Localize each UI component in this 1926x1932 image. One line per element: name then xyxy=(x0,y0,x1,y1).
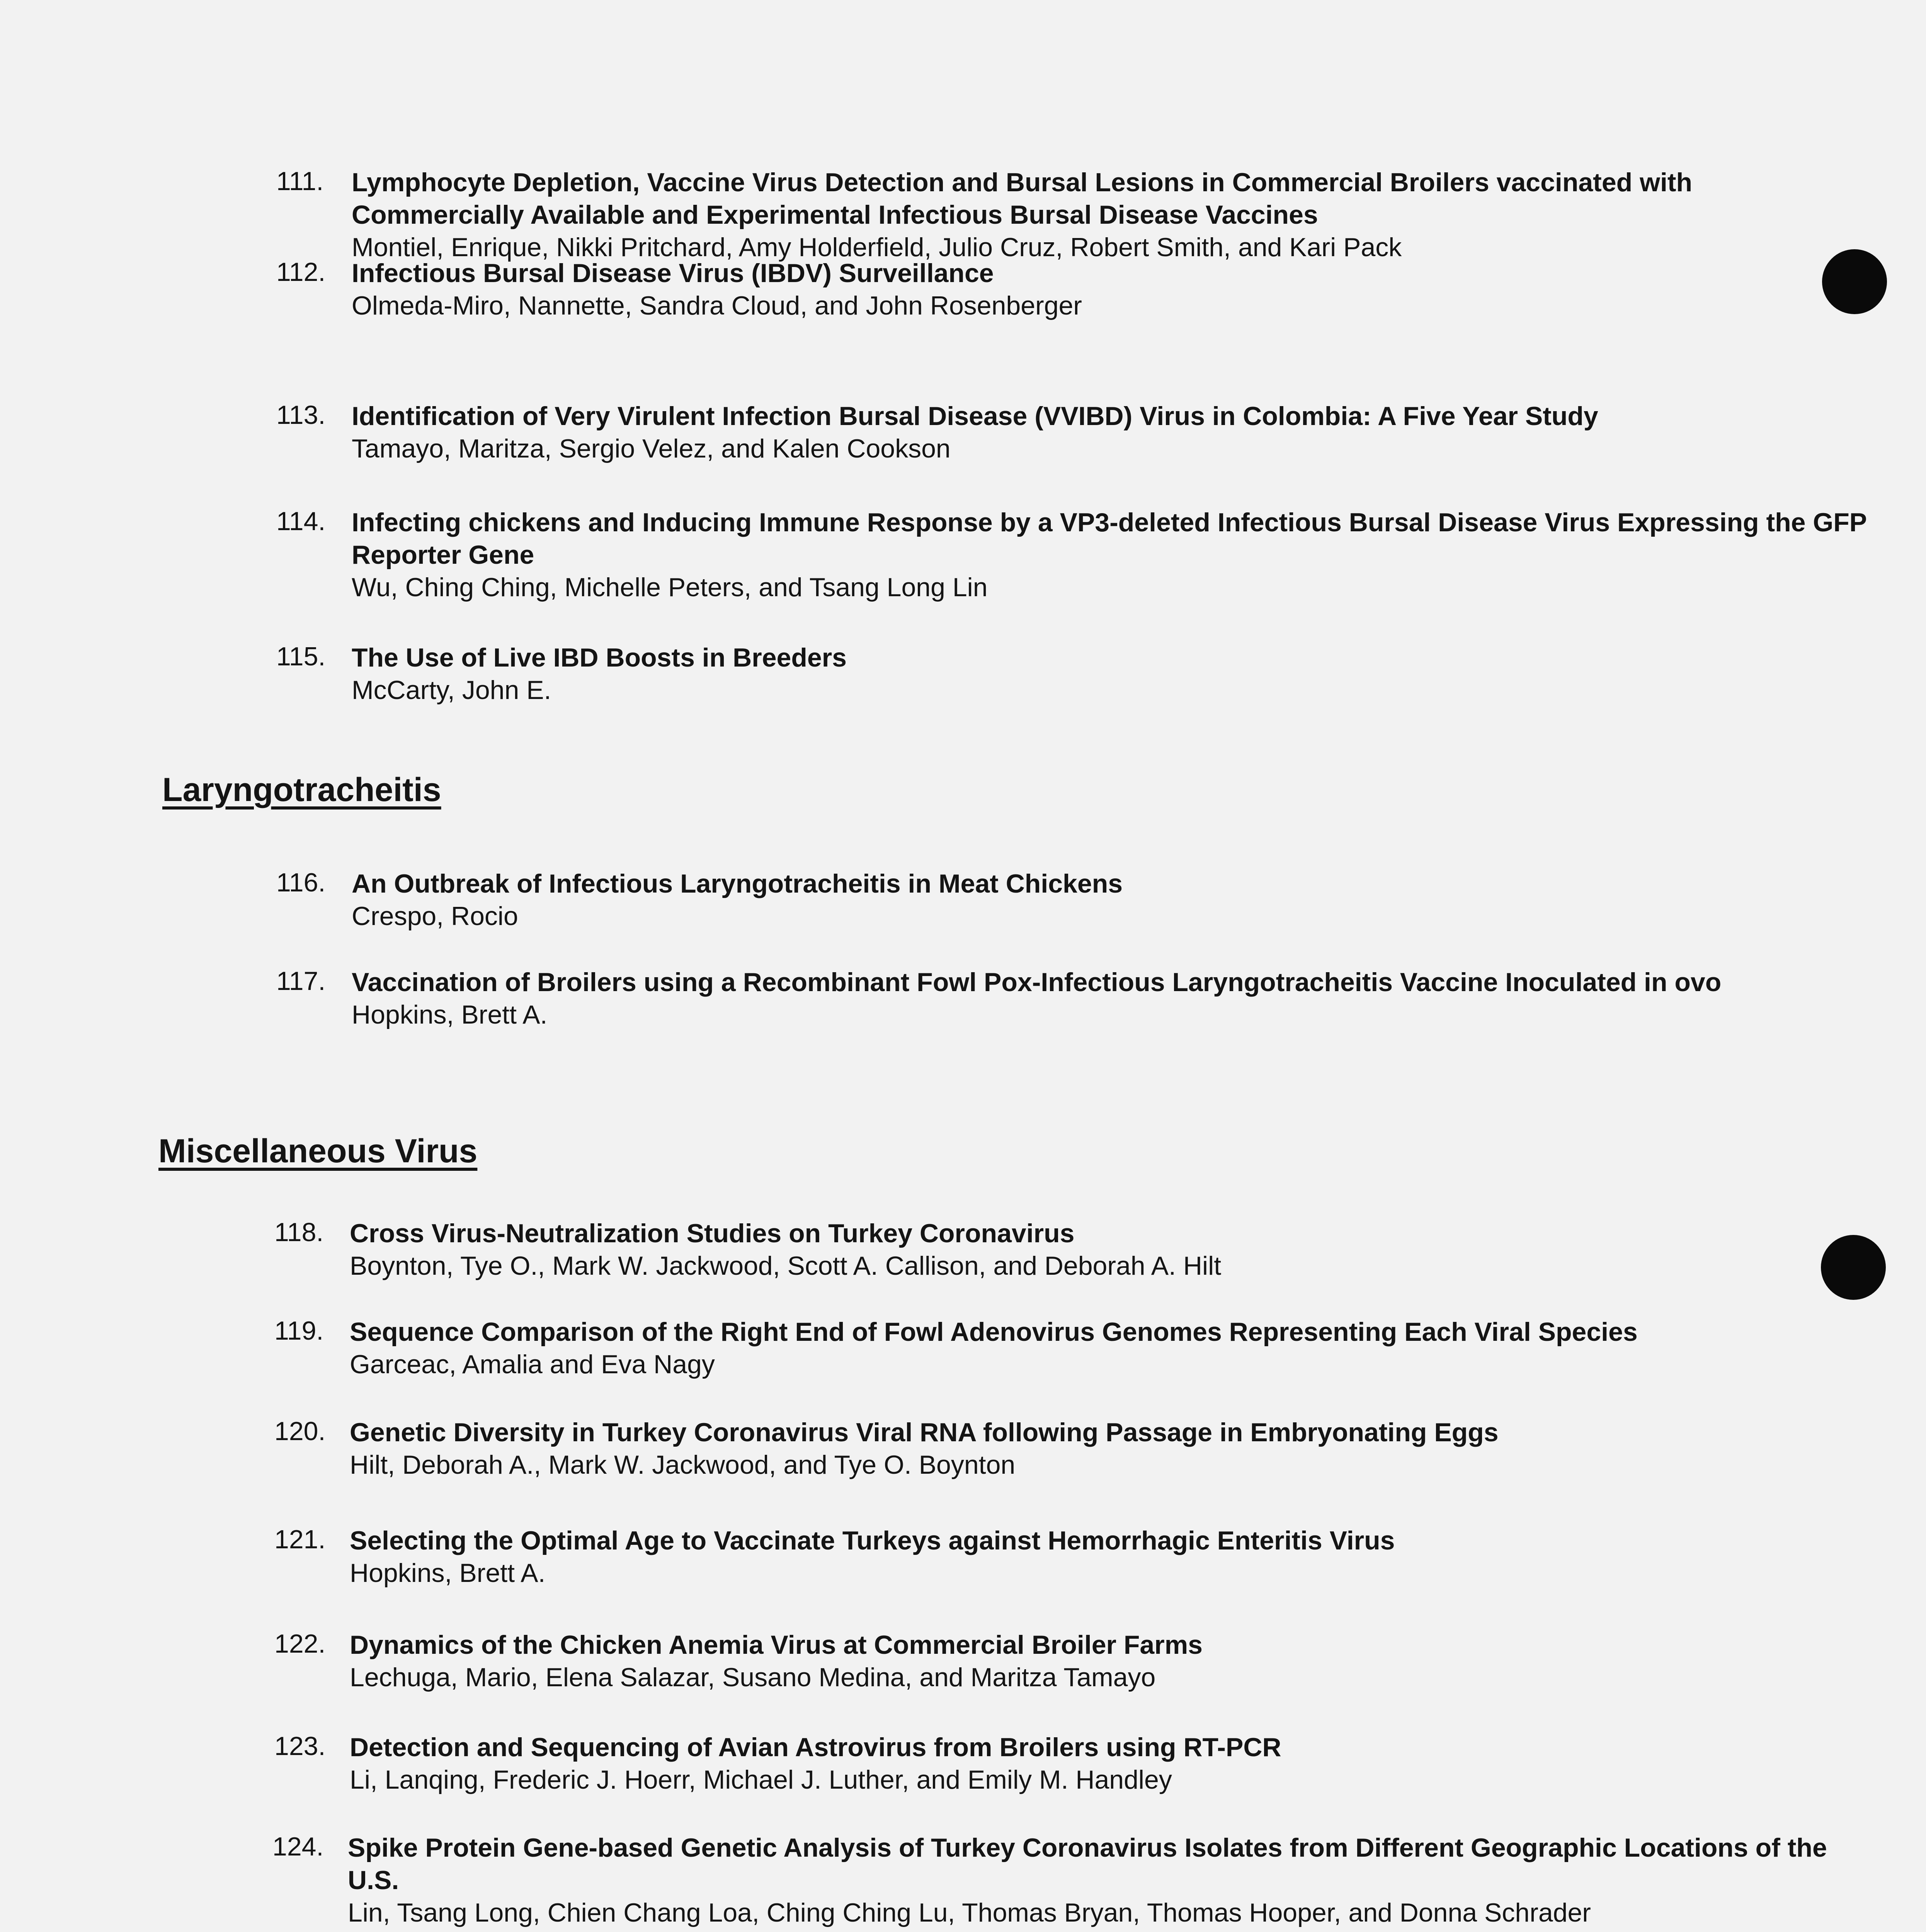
abstract-entry-111 xyxy=(276,166,1868,264)
entry-title: Infectious Bursal Disease Virus (IBDV) Surveillance xyxy=(352,259,994,288)
entry-number: 111. xyxy=(276,167,324,196)
entry-authors: Hopkins, Brett A. xyxy=(350,1558,546,1588)
entry-number: 119. xyxy=(274,1316,324,1345)
entry-number: 112. xyxy=(276,257,326,287)
abstract-entry-123 xyxy=(274,1731,1866,1796)
abstract-entry-114 xyxy=(276,506,1868,604)
entry-title: Identification of Very Virulent Infection Bursal Disease (VVIBD) Virus in Colombia: A Five Year Study xyxy=(352,401,1598,431)
entry-authors: Lin, Tsang Long, Chien Chang Loa, Ching Ching Lu, Thomas Bryan, Thomas Hooper, and Donna Schrader xyxy=(348,1898,1591,1927)
entry-title: Lymphocyte Depletion, Vaccine Virus Detection and Bursal Lesions in Commercial Broilers vaccinated with Commercially Available and Experimental Infectious Bursal Disease Vaccines xyxy=(352,168,1693,230)
entry-number: 121. xyxy=(274,1525,326,1554)
entry-authors: Li, Lanqing, Frederic J. Hoerr, Michael J. Luther, and Emily M. Handley xyxy=(350,1765,1172,1794)
entry-authors: Crespo, Rocio xyxy=(352,901,518,931)
entry-number: 123. xyxy=(274,1731,326,1761)
abstract-entry-121 xyxy=(274,1524,1866,1589)
entry-title: Vaccination of Broilers using a Recombinant Fowl Pox-Infectious Laryngotracheitis Vaccine Inoculated in ovo xyxy=(352,968,1722,997)
entry-number: 113. xyxy=(276,400,326,430)
abstract-entry-112 xyxy=(276,257,1868,322)
entry-authors: Wu, Ching Ching, Michelle Peters, and Tsang Long Lin xyxy=(352,573,988,602)
abstract-entry-115 xyxy=(276,641,1868,706)
entry-title: The Use of Live IBD Boosts in Breeders xyxy=(352,643,847,672)
entry-authors: Hilt, Deborah A., Mark W. Jackwood, and Tye O. Boynton xyxy=(350,1450,1016,1480)
entry-title: An Outbreak of Infectious Laryngotracheitis in Meat Chickens xyxy=(352,869,1123,898)
entry-title: Genetic Diversity in Turkey Coronavirus Viral RNA following Passage in Embryonating Eggs xyxy=(350,1418,1499,1447)
entry-authors: Hopkins, Brett A. xyxy=(352,1000,548,1029)
entry-number: 116. xyxy=(276,868,326,897)
entry-number: 118. xyxy=(274,1218,324,1247)
abstract-entry-118 xyxy=(274,1217,1866,1282)
abstract-entry-120 xyxy=(274,1416,1866,1481)
entry-number: 115. xyxy=(276,642,326,671)
entry-title: Spike Protein Gene-based Genetic Analysis of Turkey Coronavirus Isolates from Different Geographic Locations of the U.S. xyxy=(348,1833,1827,1895)
abstract-entry-119 xyxy=(274,1316,1866,1381)
entry-number: 124. xyxy=(272,1832,324,1861)
entry-title: Cross Virus-Neutralization Studies on Turkey Coronavirus xyxy=(350,1219,1075,1248)
entry-title: Dynamics of the Chicken Anemia Virus at Commercial Broiler Farms xyxy=(350,1630,1203,1660)
entry-authors: Olmeda-Miro, Nannette, Sandra Cloud, and John Rosenberger xyxy=(352,291,1082,320)
entry-title: Selecting the Optimal Age to Vaccinate Turkeys against Hemorrhagic Enteritis Virus xyxy=(350,1526,1395,1555)
abstract-entry-113 xyxy=(276,400,1868,465)
abstract-entry-117 xyxy=(276,966,1868,1031)
entry-number: 114. xyxy=(276,507,326,536)
section-heading-miscellaneous-virus: Miscellaneous Virus xyxy=(158,1133,478,1170)
entry-authors: McCarty, John E. xyxy=(352,675,551,705)
entry-title: Detection and Sequencing of Avian Astrovirus from Broilers using RT-PCR xyxy=(350,1733,1281,1762)
abstract-entry-124 xyxy=(272,1832,1865,1929)
entry-authors: Lechuga, Mario, Elena Salazar, Susano Medina, and Maritza Tamayo xyxy=(350,1663,1156,1692)
entry-number: 122. xyxy=(274,1629,326,1658)
entry-title: Sequence Comparison of the Right End of Fowl Adenovirus Genomes Representing Each Viral Species xyxy=(350,1317,1638,1347)
entry-number: 117. xyxy=(276,966,326,996)
entry-authors: Boynton, Tye O., Mark W. Jackwood, Scott A. Callison, and Deborah A. Hilt xyxy=(350,1251,1222,1281)
abstract-entry-122 xyxy=(274,1629,1866,1694)
entry-number: 120. xyxy=(274,1417,326,1446)
entry-title: Infecting chickens and Inducing Immune Response by a VP3-deleted Infectious Bursal Disease Virus Expressing the GFP Reporter Gene xyxy=(352,508,1866,570)
section-heading-laryngotracheitis: Laryngotracheitis xyxy=(162,771,441,808)
entry-authors: Garceac, Amalia and Eva Nagy xyxy=(350,1350,715,1379)
entry-authors: Montiel, Enrique, Nikki Pritchard, Amy Holderfield, Julio Cruz, Robert Smith, and Kari Pack xyxy=(352,233,1402,262)
entry-authors: Tamayo, Maritza, Sergio Velez, and Kalen Cookson xyxy=(352,434,951,463)
abstract-entry-116 xyxy=(276,867,1868,932)
